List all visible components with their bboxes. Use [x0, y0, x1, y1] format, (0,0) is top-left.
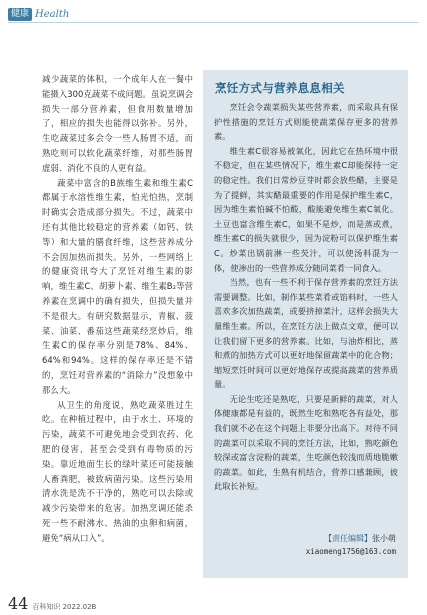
publication-info: 百科知识 2022.02B: [32, 603, 97, 611]
paragraph: 维生素C很容易被氧化，因此它在热环境中很不稳定，但在某些情况下，维生素C却能保持一定的稳定性。我们日常炒豆芽时都会放些醋，主要是为了提鲜，其实醋最重要的作用是保护维生素C，因为维生素怕碱不怕酸，酸能避免维生素C氧化。土豆也富含维生素C，如果不是炒，而是蒸或煮，维生素C的损失就很少，因为淀粉可以保护维生素C。炒菜出锅前淋一些芡汁，可以使汤料混为一体，使渗出的一些营养成分随同菜肴一同食入。: [214, 145, 398, 273]
box-title: 烹饪方式与营养息息相关: [215, 81, 345, 95]
paragraph: 从卫生的角度说，熟吃蔬菜胜过生吃。在种植过程中，由于水土、环境的污染，蔬菜不可避免地会受到农药、化肥的侵害，甚至会受到有毒物质的污染。靠近地面生长的绿叶菜还可能接触人畜粪肥，被致病菌污染。这些污染用清水洗是洗不干净的，熟吃可以去除或减少污染带来的危害。加热烹调还能杀死一些不耐沸水、热油的虫卵和病菌，避免“病从口入”。: [42, 399, 193, 543]
section-header: [8, 6, 69, 22]
page-number: 44: [8, 594, 29, 613]
paragraph: 无论生吃还是熟吃，只要是新鲜的蔬菜，对人体健康都是有益的，既然生吃和熟吃各有益处，那我们就不必在这个问题上非要分出高下。对待不同的蔬菜可以采取不同的烹饪方法，比如，熟吃颜色较深或富含淀粉的蔬菜，生吃颜色较浅而质地脆嫩的蔬菜。如此，生熟有机结合，营养口感兼顾，彼此取长补短。: [214, 393, 398, 492]
section-badge: 健康: [8, 8, 32, 21]
editor-credit: [306, 532, 396, 558]
editor-email: xiaomeng1756@163.com: [305, 547, 396, 556]
sidebar-box: [203, 70, 408, 578]
editor-name: 张小萌: [372, 534, 396, 543]
left-column: [42, 72, 193, 546]
header-divider: [8, 22, 419, 23]
paragraph: 烹饪会令蔬菜损失某些营养素，而采取具有保护性措施的烹饪方式则能使蔬菜保存更多的营养素。: [214, 102, 398, 142]
paragraph: 减少蔬菜的体积，一个成年人在一餐中能摄入300克蔬菜不成问题。虽说烹调会损失一部分营养素，但食用数量增加了，相应的损失也能得以弥补。另外，生吃蔬菜过多会令一些人肠胃不适，而熟吃则可以软化蔬菜纤维，对那些肠胃虚弱、消化不良的人更有益。: [42, 74, 193, 173]
page-footer: [8, 596, 96, 612]
paragraph: 当然，也有一些不利于保存营养素的烹饪方法需要调整。比如，制作某些菜肴或馅料时，一些人喜欢多次加热蔬菜，或要挤掉菜汁，这样会损失大量维生素。所以，在烹饪方法上做点文章，便可以让我们留下更多的营养素。比如，与油炸相比，蒸和煮的加热方式可以更好地保留蔬菜中的化合物；缩短烹饪时间可以更好地保存或提高蔬菜的营养质量。: [214, 277, 398, 390]
editor-label: 【责任编辑】: [324, 534, 372, 543]
section-name-en: Health: [35, 8, 70, 20]
box-body: [214, 100, 398, 494]
paragraph: 蔬菜中富含的B族维生素和维生素C都属于水溶性维生素，怕光怕热，烹制时确实会造成部分损失。不过，蔬菜中还有其他比较稳定的营养素（如钙、铁等）和大量的膳食纤维，这些营养成分不会因加热而损失。另外，一些网络上的健康资讯夸大了烹饪对维生素的影响，维生素C、胡萝卜素、维生素B₂等营养素在烹调中的确有损失，但损失量并不是很大。有研究数据显示，青椒、菠菜、油菜、番茄这些蔬菜经烹炒后，维生素C的保存率分别是78%、84%、64%和94%。这样的保存率还是不错的，烹饪对营养素的“消除力”没想象中那么大。: [42, 177, 193, 395]
